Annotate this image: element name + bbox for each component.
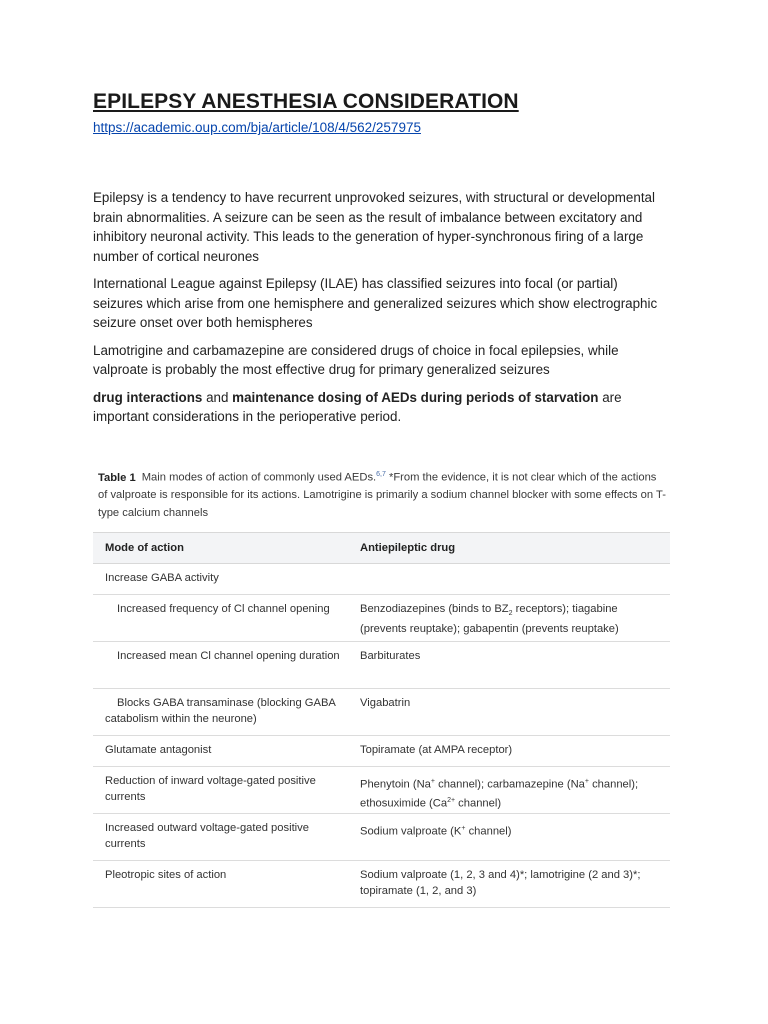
body-text (93, 188, 663, 435)
table-row (93, 767, 670, 814)
table-row (93, 814, 670, 861)
cell-drug: Barbiturates (348, 642, 670, 689)
paragraph-rest: are important considerations in the perioperative period. (93, 389, 622, 424)
bold-maintenance-dosing: maintenance dosing of AEDs during periods of starvation (232, 389, 599, 405)
cell-drug (348, 767, 670, 814)
caption-note: *From the evidence, it is not clear which of the actions of valproate is responsible for its actions. Lamotrigine is primarily a sodium channel blocker with some effects on T-type calcium channels (98, 471, 666, 519)
drug-superscript: 2+ (447, 797, 456, 805)
table-figure (93, 462, 670, 908)
bold-drug-interactions: drug interactions (93, 389, 203, 405)
table-header-row (93, 533, 670, 564)
header-antiepileptic-drug: Antiepileptic drug (348, 533, 670, 564)
cell-drug: Vigabatrin (348, 689, 670, 736)
paragraph-drugs-of-choice: Lamotrigine and carbamazepine are considered drugs of choice in focal epilepsies, while valproate is probably the most effective drug for primary generalized seizures (93, 342, 619, 377)
cell-drug: Sodium valproate (1, 2, 3 and 4)*; lamotrigine (2 and 3)*; topiramate (1, 2, and 3) (348, 861, 670, 908)
cell-drug (348, 564, 670, 595)
cell-mode: Pleotropic sites of action (93, 861, 348, 908)
drug-text: channel); ethosuximide (Ca (360, 778, 639, 811)
cell-drug (348, 814, 670, 861)
paragraph-epilepsy-definition: Epilepsy is a tendency to have recurrent unprovoked seizures, with structural or developmental brain abnormalities. A seizure can be seen as the result of imbalance between excitatory and inhibitory neuronal activity. This leads to the generation of hyper-synchronous firing of a large number of cortical neurones (93, 190, 655, 264)
cell-mode (93, 642, 348, 689)
drug-text: channel) (465, 825, 512, 838)
cell-drug: Topiramate (at AMPA receptor) (348, 736, 670, 767)
table-row (93, 689, 670, 736)
header-mode-of-action: Mode of action (93, 533, 348, 564)
source-link[interactable]: https://academic.oup.com/bja/article/108/4/562/257975 (93, 120, 421, 135)
cell-mode: Increased outward voltage-gated positive currents (93, 814, 348, 861)
cell-mode: Reduction of inward voltage-gated positive currents (93, 767, 348, 814)
drug-text: channel); carbamazepine (Na (435, 778, 585, 791)
drug-text: Phenytoin (Na (360, 778, 431, 791)
cell-mode-text: Blocks GABA transaminase (blocking GABA catabolism within the neurone) (105, 697, 336, 725)
table-caption (93, 462, 670, 532)
paragraph-perioperative (93, 388, 663, 427)
cell-mode: Glutamate antagonist (93, 736, 348, 767)
drug-text: Sodium valproate (K (360, 825, 462, 838)
table-row (93, 564, 670, 595)
cell-mode (93, 689, 348, 736)
drug-text: Benzodiazepines (binds to BZ (360, 603, 509, 616)
cell-mode: Increase GABA activity (93, 564, 348, 595)
cell-drug (348, 595, 670, 642)
cell-mode-text: Increased frequency of Cl channel opening (117, 603, 330, 616)
drug-text: channel) (455, 798, 502, 811)
cell-mode-text: Increased mean Cl channel opening duration (117, 650, 340, 663)
table-row (93, 595, 670, 642)
table-row (93, 736, 670, 767)
table-row (93, 642, 670, 689)
table-row (93, 861, 670, 908)
drug-subscript: 2 (508, 610, 513, 618)
caption-reference[interactable]: 6,7 (376, 471, 386, 478)
table-label: Table 1 (98, 471, 136, 484)
paragraph-connector: and (202, 389, 233, 405)
drug-superscript: + (430, 778, 435, 786)
paragraph-ilae-classification: International League against Epilepsy (ILAE) has classified seizures into focal (or partial) seizures which arise from one hemisphere and generalized seizures which show electrographic seizure onset over both hemispheres (93, 276, 658, 330)
cell-mode (93, 595, 348, 642)
drug-text: receptors); tiagabine (prevents reuptake); gabapentin (prevents reuptake) (360, 603, 619, 635)
aed-table (93, 532, 670, 908)
drug-superscript: + (461, 825, 466, 833)
document-title: EPILEPSY ANESTHESIA CONSIDERATION (93, 90, 519, 113)
caption-text: Main modes of action of commonly used AEDs. (141, 471, 377, 484)
drug-superscript: + (584, 778, 589, 786)
